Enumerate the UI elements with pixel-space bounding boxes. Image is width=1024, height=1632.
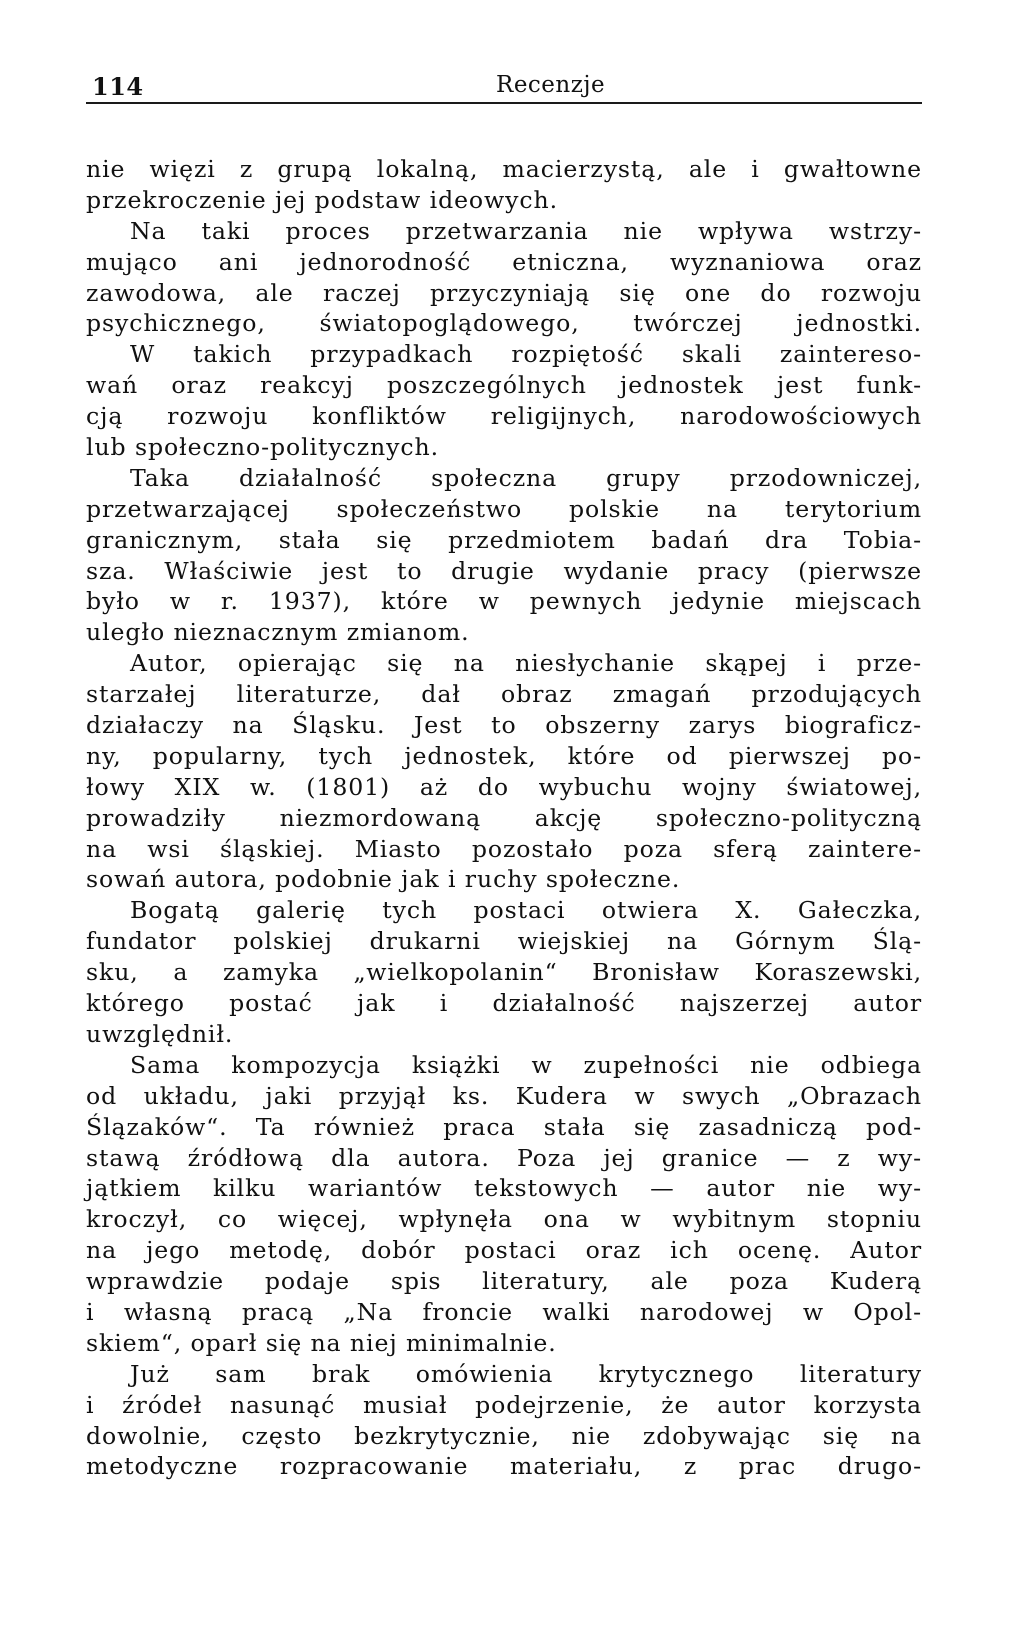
text-line: cją rozwoju konfliktów religijnych, narodowościowych xyxy=(86,402,922,431)
text-line: stawą źródłową dla autora. Poza jej granice — z wy- xyxy=(86,1143,922,1172)
text-line: ny, popularny, tych jednostek, które od pierwszej po- xyxy=(86,741,922,770)
book-page xyxy=(86,62,922,1482)
text-line: skiem“, oparł się na niej minimalnie. xyxy=(86,1328,557,1357)
text-line: granicznym, stała się przedmiotem badań dra Tobia- xyxy=(86,525,922,554)
text-line: nie więzi z grupą lokalną, macierzystą, ale i gwałtowne xyxy=(86,155,922,183)
header-rule xyxy=(86,102,922,104)
text-line: mująco ani jednorodność etniczna, wyznaniowa oraz xyxy=(86,247,922,276)
text-line: wprawdzie podaje spis literatury, ale poza Kuderą xyxy=(86,1267,922,1296)
text-line: fundator polskiej drukarni wiejskiej na Górnym Ślą- xyxy=(86,927,922,956)
text-line: starzałej literaturze, dał obraz zmagań przodujących xyxy=(86,680,922,709)
running-head: Recenzje xyxy=(496,72,606,98)
text-line: sowań autora, podobnie jak i ruchy społeczne. xyxy=(86,865,681,894)
text-line: sza. Właściwie jest to drugie wydanie pracy (pierwsze xyxy=(86,556,922,585)
text-line: i własną pracą „Na froncie walki narodowej w Opol- xyxy=(86,1297,922,1326)
review-body-text xyxy=(86,154,922,1482)
text-line: sku, a zamyka „wielkopolanin“ Bronisław Koraszewski, xyxy=(86,958,922,987)
text-line: Na taki proces przetwarzania nie wpływa wstrzy- xyxy=(130,216,922,245)
text-line: wań oraz reakcyj poszczególnych jednostek jest funk- xyxy=(86,371,922,400)
text-line: psychicznego, światopoglądowego, twórczej jednostki. xyxy=(86,309,922,338)
text-line: uwzględnił. xyxy=(86,1019,234,1048)
text-line: przekroczenie jej podstaw ideowych. xyxy=(86,185,558,214)
page-header xyxy=(86,62,922,101)
text-line: którego postać jak i działalność najszerzej autor xyxy=(86,989,922,1018)
text-line: jątkiem kilku wariantów tekstowych — autor nie wy- xyxy=(86,1174,922,1203)
text-line: i źródeł nasunąć musiał podejrzenie, że autor korzysta xyxy=(86,1390,922,1419)
text-line: było w r. 1937), które w pewnych jedynie miejscach xyxy=(86,587,922,616)
text-line: Sama kompozycja książki w zupełności nie odbiega xyxy=(130,1050,922,1079)
text-line: W takich przypadkach rozpiętość skali zaintereso- xyxy=(130,340,922,369)
text-line: Już sam brak omówienia krytycznego literatury xyxy=(130,1359,922,1388)
page-number: 114 xyxy=(92,72,144,101)
text-line: lub społeczno-politycznych. xyxy=(86,433,439,462)
text-line: na jego metodę, dobór postaci oraz ich ocenę. Autor xyxy=(86,1236,922,1265)
text-line: kroczył, co więcej, wpłynęła ona w wybitnym stopniu xyxy=(86,1205,922,1234)
text-line: prowadziły niezmordowaną akcję społeczno-polityczną xyxy=(86,803,922,832)
text-line: Bogatą galerię tych postaci otwiera X. Gałeczka, xyxy=(130,896,922,925)
text-line: metodyczne rozpracowanie materiału, z prac drugo- xyxy=(86,1452,922,1481)
text-line: na wsi śląskiej. Miasto pozostało poza sferą zaintere- xyxy=(86,834,922,863)
text-line: zawodowa, ale raczej przyczyniają się one do rozwoju xyxy=(86,278,922,307)
text-line: Taka działalność społeczna grupy przodowniczej, xyxy=(130,463,922,492)
text-line: łowy XIX w. (1801) aż do wybuchu wojny światowej, xyxy=(86,772,922,801)
text-line: uległo nieznacznym zmianom. xyxy=(86,618,470,647)
text-line: od układu, jaki przyjął ks. Kudera w swych „Obrazach xyxy=(86,1081,922,1110)
text-line: Autor, opierając się na niesłychanie skąpej i prze- xyxy=(130,649,922,678)
text-line: Ślązaków“. Ta również praca stała się zasadniczą pod- xyxy=(86,1112,922,1141)
text-line: działaczy na Śląsku. Jest to obszerny zarys biograficz- xyxy=(86,711,922,740)
text-line: przetwarzającej społeczeństwo polskie na terytorium xyxy=(86,494,922,523)
text-line: dowolnie, często bezkrytycznie, nie zdobywając się na xyxy=(86,1421,922,1450)
